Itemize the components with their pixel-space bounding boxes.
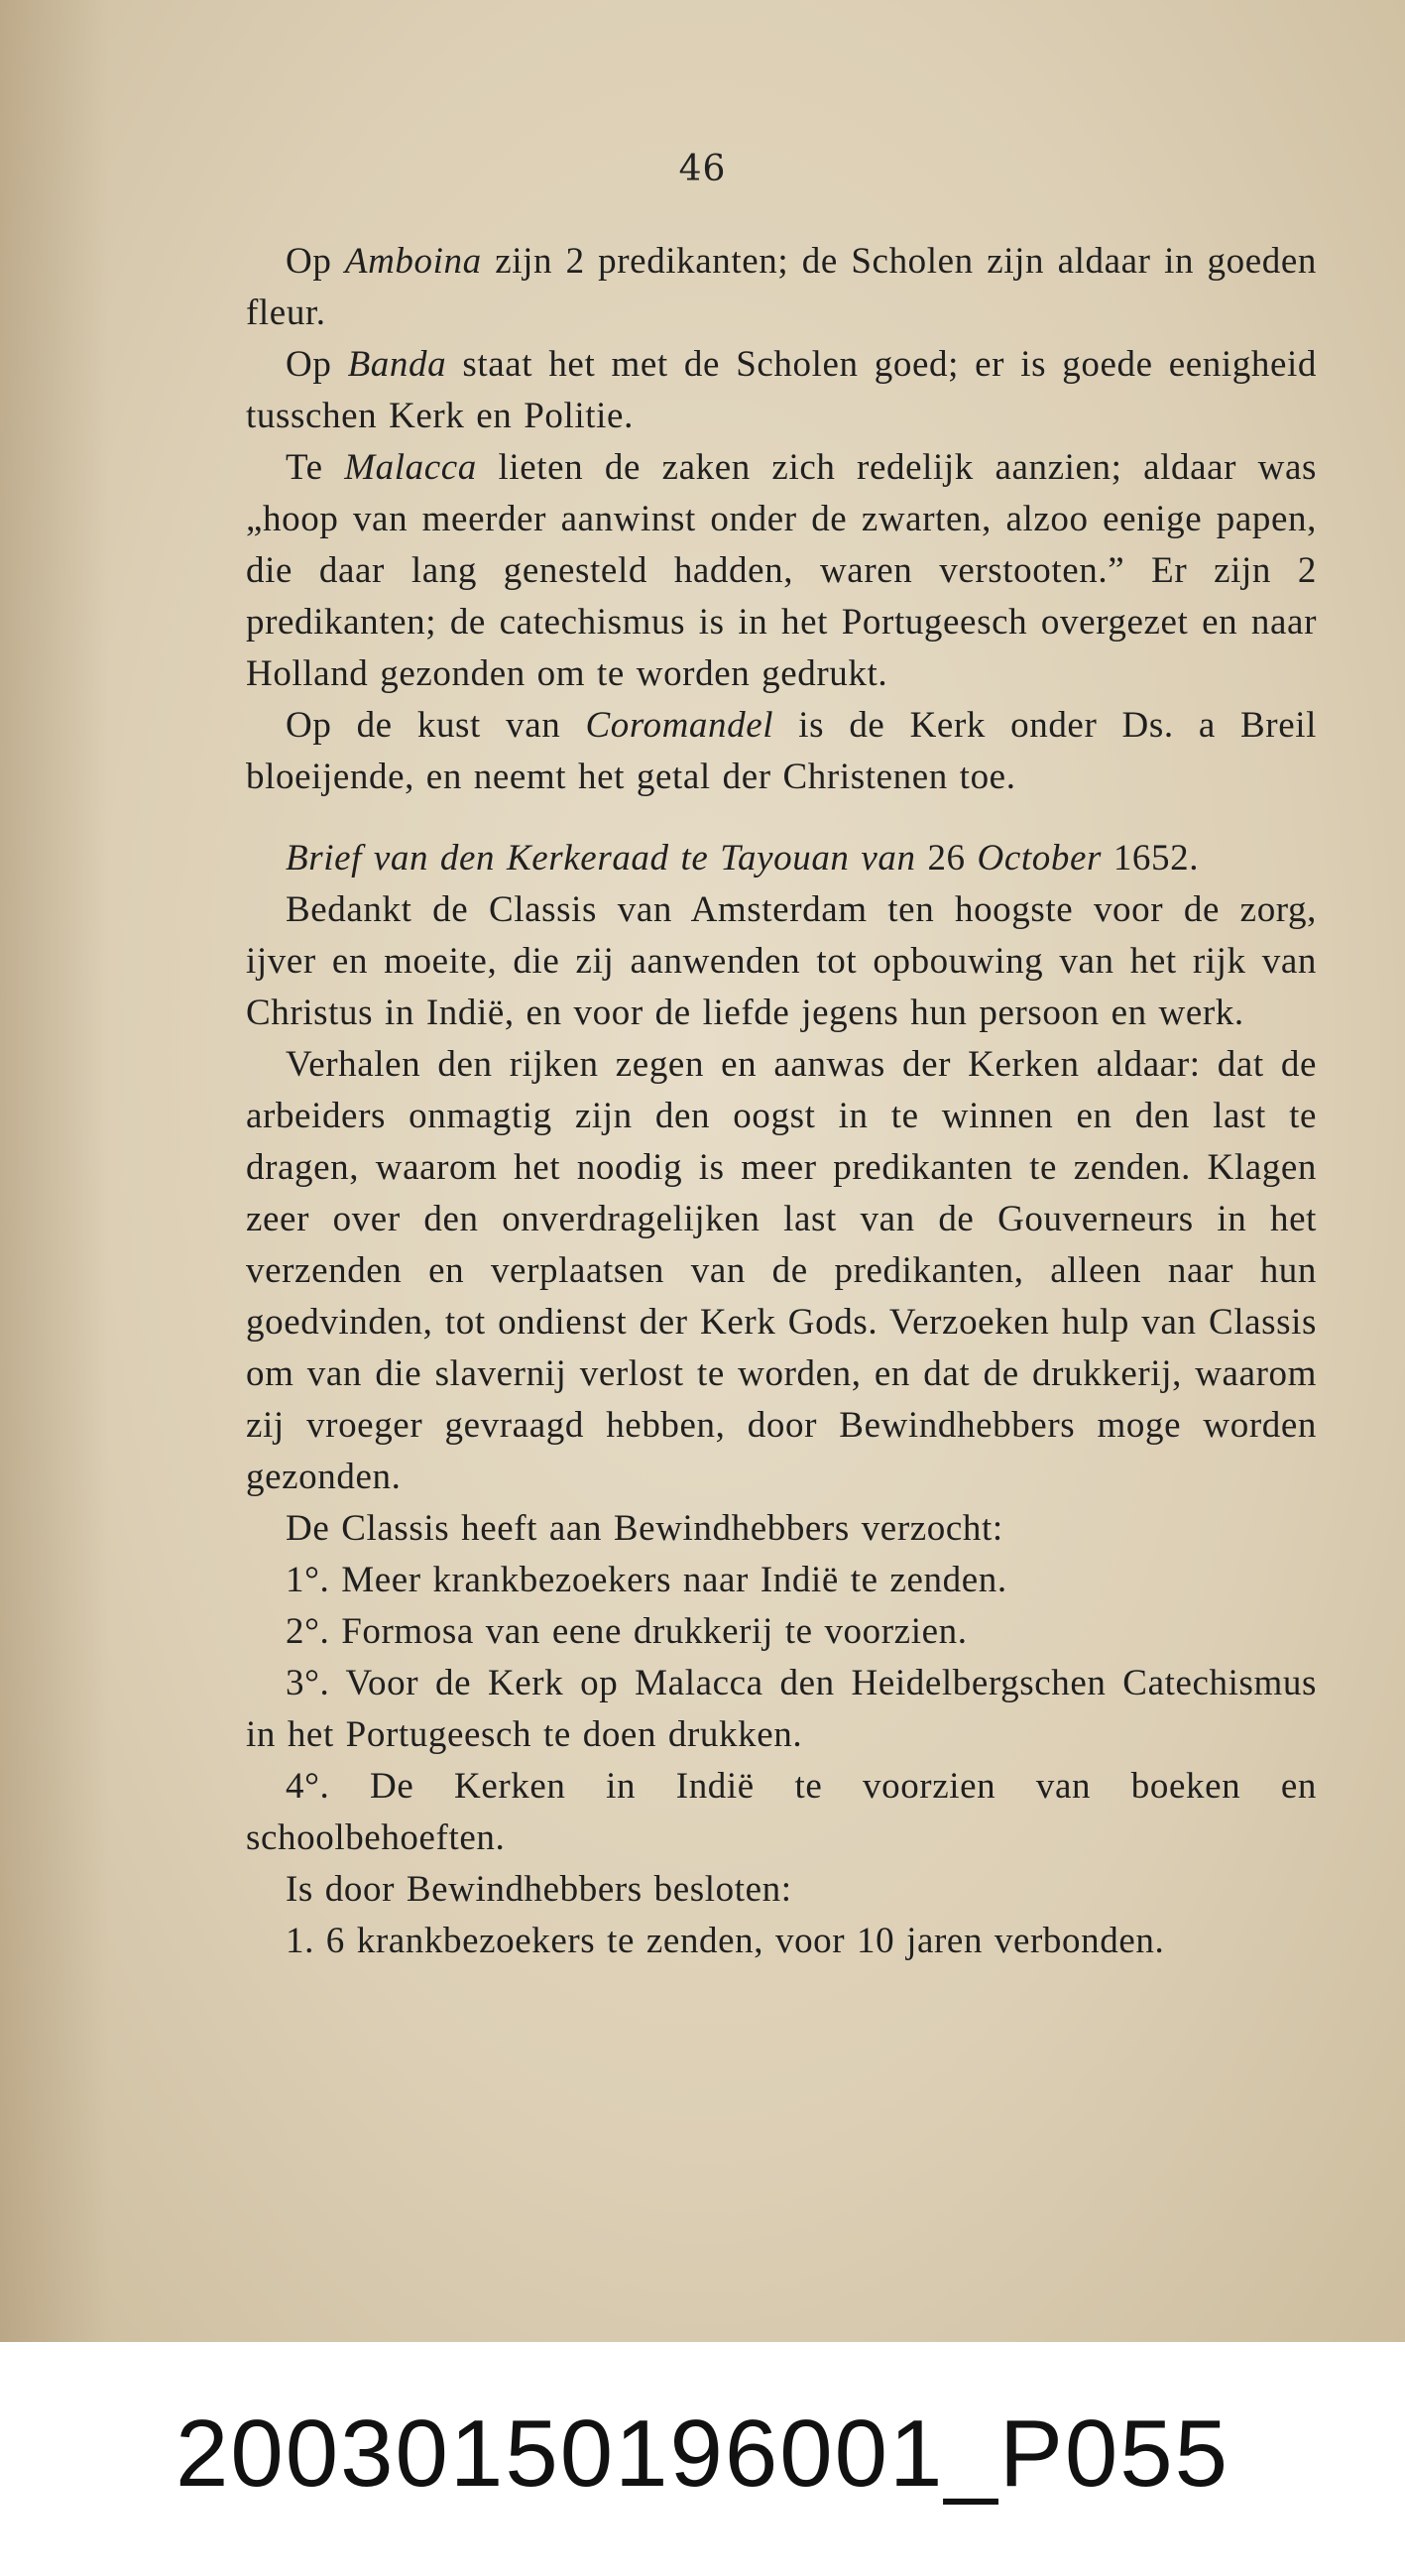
list-item: 3°. Voor de Kerk op Malacca den Heidelbergschen Catechismus in het Portugeesch te doen drukken. bbox=[246, 1663, 1317, 1755]
paragraph-coromandel: Op de kust van Coromandel is de Kerk onder Ds. a Breil bloeijende, en neemt het getal der Christenen toe. bbox=[246, 705, 1318, 797]
letter-heading: Brief van den Kerkeraad te Tayouan van 26 October 1652. bbox=[286, 838, 1200, 878]
scan-identifier: 20030150196001_P055 bbox=[175, 2400, 1230, 2507]
list-item: 4°. De Kerken in Indië te voorzien van boeken en schoolbehoeften. bbox=[246, 1766, 1317, 1858]
paragraph-banda: Op Banda staat het met de Scholen goed; er is goede eenigheid tusschen Kerk en Politie. bbox=[246, 344, 1317, 436]
section-gap bbox=[246, 803, 1317, 833]
list-item: 1. 6 krankbezoekers te zenden, voor 10 jaren verbonden. bbox=[286, 1921, 1165, 1961]
paragraph-malacca: Te Malacca lieten de zaken zich redelijk aanzien; aldaar was „hoop van meerder aanwinst onder de zwarten, alzoo eenige papen, die daar lang genesteld hadden, waren verstooten.” Er zijn 2 predikanten; de catechismus is in het Portugeesch overgezet en naar Holland gezonden om te worden gedrukt. bbox=[246, 447, 1317, 694]
paragraph-classis-request: De Classis heeft aan Bewindhebbers verzocht: bbox=[286, 1508, 1003, 1549]
page-number: 46 bbox=[678, 149, 727, 189]
paragraph-decision: Is door Bewindhebbers besloten: bbox=[286, 1869, 792, 1910]
paragraph-thanks: Bedankt de Classis van Amsterdam ten hoogste voor de zorg, ijver en moeite, die zij aanwenden tot opbouwing van het rijk van Christus in Indië, en voor de liefde jegens hun persoon en werk. bbox=[246, 889, 1317, 1033]
place-malacca: Malacca bbox=[344, 447, 477, 488]
place-banda: Banda bbox=[347, 344, 447, 385]
page-body bbox=[246, 236, 1317, 1967]
place-coromandel: Coromandel bbox=[585, 705, 774, 746]
paragraph-amboina: Op Amboina zijn 2 predikanten; de Scholen zijn aldaar in goeden fleur. bbox=[246, 241, 1317, 333]
list-item: 2°. Formosa van eene drukkerij te voorzien. bbox=[286, 1611, 968, 1652]
place-amboina: Amboina bbox=[344, 241, 482, 282]
paragraph-report: Verhalen den rijken zegen en aanwas der Kerken aldaar: dat de arbeiders onmagtig zijn den oogst in te winnen en den last te dragen, waarom het noodig is meer predikanten te zenden. Klagen zeer over den onverdragelijken last van de Gouverneurs in het verzenden en verplaatsen van de predikanten, alleen naar hun goedvinden, tot ondienst der Kerk Gods. Verzoeken hulp van Classis om van die slavernij verlost te worden, en dat de drukkerij, waarom zij vroeger gevraagd hebben, door Bewindhebbers moge worden gezonden. bbox=[246, 1044, 1317, 1497]
list-item: 1°. Meer krankbezoekers naar Indië te zenden. bbox=[286, 1560, 1007, 1600]
